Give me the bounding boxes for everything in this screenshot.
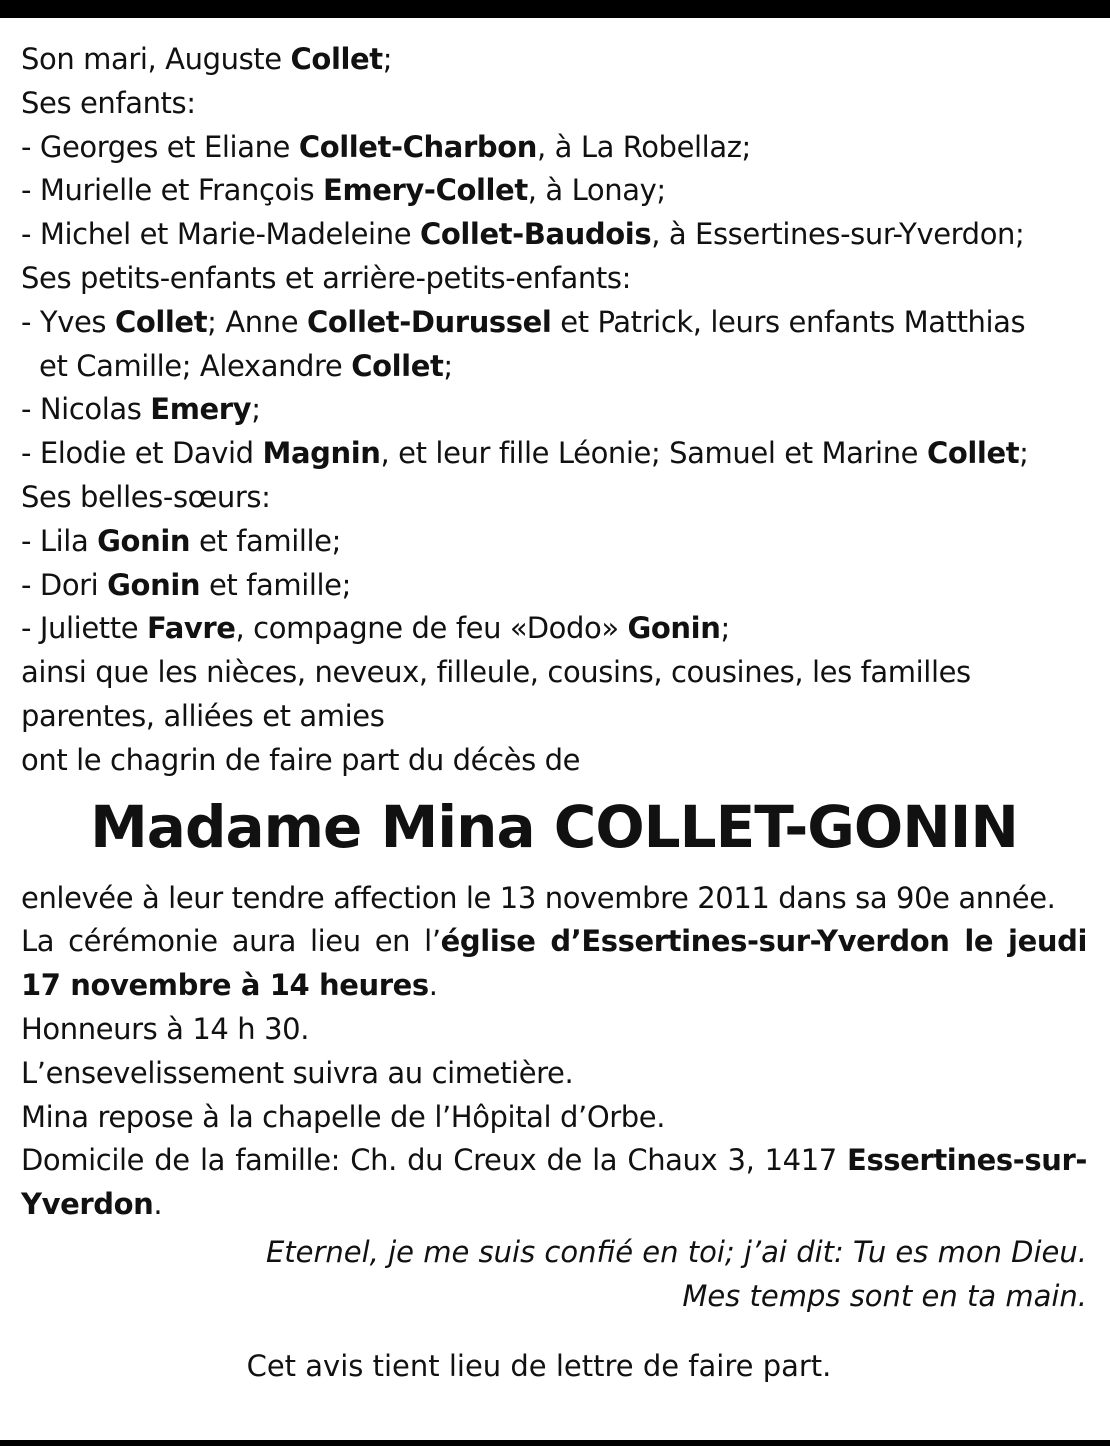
quote-line: Eternel, je me suis confié en toi; j’ai dit: Tu es mon Dieu. bbox=[265, 1234, 1087, 1269]
surname: Collet bbox=[290, 42, 383, 76]
relatives-line: ainsi que les nièces, neveux, filleule, cousins, cousines, les familles bbox=[21, 655, 971, 690]
quote-line: Mes temps sont en ta main. bbox=[682, 1278, 1087, 1313]
ceremony-details: La cérémonie aura lieu en l’église d’Essertines-sur-Yverdon le jeudi 17 novembre à 14 heures. bbox=[21, 924, 1088, 1003]
grandchild-line: et Camille; Alexandre Collet; bbox=[39, 348, 453, 383]
child-line: - Georges et Eliane Collet-Charbon, à La Robellaz; bbox=[21, 129, 751, 164]
top-rule bbox=[0, 0, 1110, 18]
sister-line: - Dori Gonin et famille; bbox=[21, 567, 351, 602]
sisters-heading: Ses belles-sœurs: bbox=[21, 479, 271, 514]
death-details: enlevée à leur tendre affection le 13 novembre 2011 dans sa 90e année. bbox=[21, 880, 1056, 915]
grandchild-line: - Yves Collet; Anne Collet-Durussel et Patrick, leurs enfants Matthias bbox=[21, 304, 1026, 339]
burial-line: L’ensevelissement suivra au cimetière. bbox=[21, 1055, 574, 1090]
grandchildren-heading: Ses petits-enfants et arrière-petits-enfants: bbox=[21, 260, 631, 295]
obituary-notice bbox=[21, 38, 1087, 1388]
domicile-line: Domicile de la famille: Ch. du Creux de la Chaux 3, 1417 Essertines-sur-Yverdon. bbox=[21, 1143, 1087, 1222]
child-line: - Murielle et François Emery-Collet, à Lonay; bbox=[21, 173, 666, 208]
announcement-line: ont le chagrin de faire part du décès de bbox=[21, 742, 581, 777]
surname: Collet-Baudois bbox=[419, 217, 652, 252]
children-heading: Ses enfants: bbox=[21, 85, 196, 120]
relatives-line: parentes, alliées et amies bbox=[21, 698, 385, 733]
child-line: - Michel et Marie-Madeleine Collet-Baudois, à Essertines-sur-Yverdon; bbox=[21, 217, 1025, 252]
deceased-name: Madame Mina COLLET-GONIN bbox=[90, 792, 1018, 861]
rest-line: Mina repose à la chapelle de l’Hôpital d’Orbe. bbox=[21, 1099, 666, 1134]
grandchild-line: - Nicolas Emery; bbox=[21, 392, 261, 427]
bible-quote bbox=[21, 1231, 1087, 1319]
sister-line: - Lila Gonin et famille; bbox=[21, 523, 341, 558]
grandchild-line: - Elodie et David Magnin, et leur fille Léonie; Samuel et Marine Collet; bbox=[21, 436, 1029, 471]
husband-line: Son mari, Auguste Collet; bbox=[21, 42, 393, 76]
bottom-rule bbox=[0, 1440, 1110, 1446]
juliette-line: - Juliette Favre, compagne de feu «Dodo» Gonin; bbox=[21, 611, 730, 646]
surname: Emery-Collet bbox=[323, 173, 528, 208]
surname: Collet-Charbon bbox=[298, 129, 537, 164]
closing-note: Cet avis tient lieu de lettre de faire part. bbox=[246, 1348, 832, 1383]
honneurs-line: Honneurs à 14 h 30. bbox=[21, 1011, 310, 1046]
